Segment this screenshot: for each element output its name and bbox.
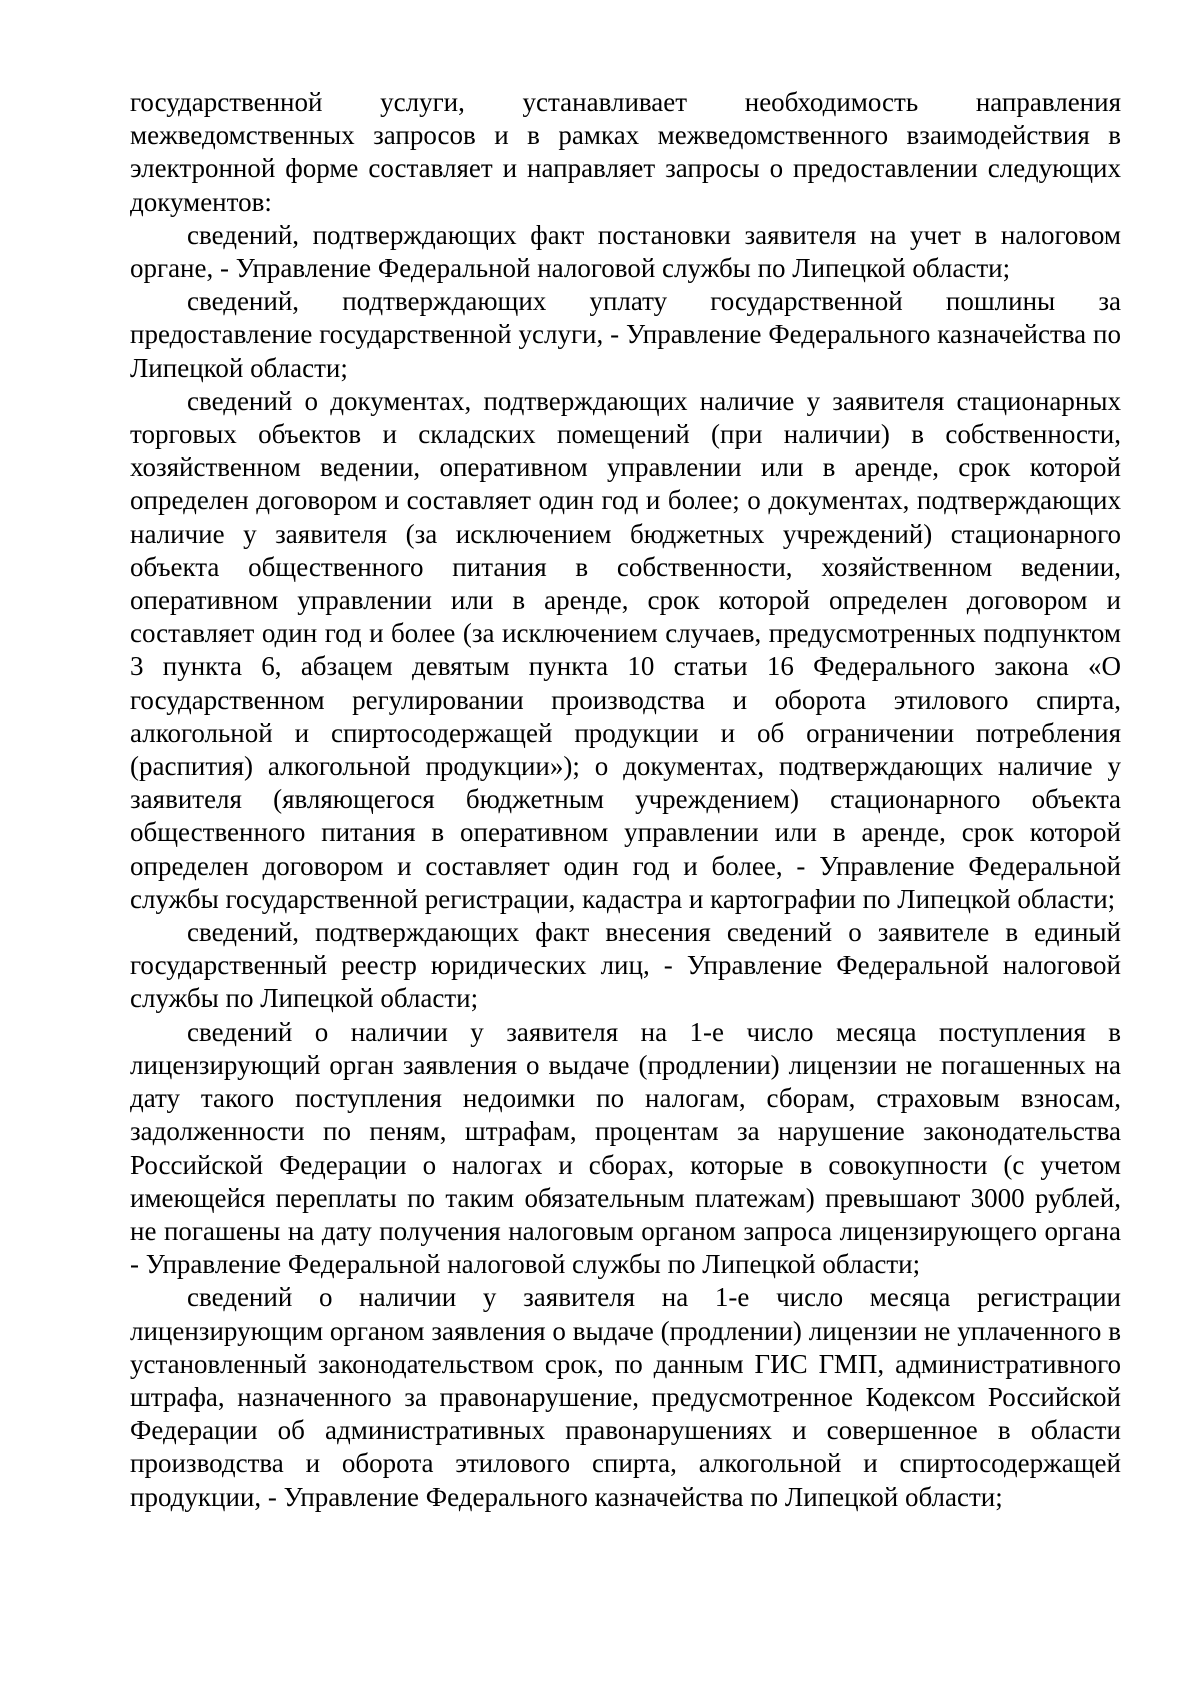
document-body <box>130 86 1121 1514</box>
paragraph-legal-entity-registry: сведений, подтверждающих факт внесения сведений о заявителе в единый государственный реестр юридических лиц, - Управление Федеральной налоговой службы по Липецкой области; <box>130 917 1121 1014</box>
paragraph-tax-registration: сведений, подтверждающих факт постановки заявителя на учет в налоговом органе, - Управление Федеральной налоговой службы по Липецкой области; <box>130 219 1121 284</box>
paragraph-state-duty: сведений, подтверждающих уплату государственной пошлины за предоставление государственной услуги, - Управление Федерального казначейства по Липецкой области; <box>130 286 1121 383</box>
paragraph-intro: государственной услуги, устанавливает необходимость направления межведомственных запросов и в рамках межведомственного взаимодействия в электронной форме составляет и направляет запросы о предоставлении следующих документов: <box>130 87 1121 217</box>
paragraph-tax-arrears: сведений о наличии у заявителя на 1-е число месяца поступления в лицензирующий орган заявления о выдаче (продлении) лицензии не погашенных на дату такого поступления недоимки по налогам, сборам, страховым взносам, задолженности по пеням, штрафам, процентам за нарушение законодательства Российской Федерации о налогах и сборах, которые в совокупности (с учетом имеющейся переплаты по таким обязательным платежам) превышают 3000 рублей, не погашены на дату получения налоговым органом запроса лицензирующего органа - Управление Федеральной налоговой службы по Липецкой области; <box>130 1016 1121 1280</box>
paragraph-premises-documents: сведений о документах, подтверждающих наличие у заявителя стационарных торговых объектов и складских помещений (при наличии) в собственности, хозяйственном ведении, оперативном управлении или в аренде, срок которой определен договором и составляет один год и более; о документах, подтверждающих наличие у заявителя (за исключением бюджетных учреждений) стационарного объекта общественного питания в собственности, хозяйственном ведении, оперативном управлении или в аренде, срок которой определен договором и составляет один год и более (за исключением случаев, предусмотренных подпунктом 3 пункта 6, абзацем девятым пункта 10 статьи 16 Федерального закона «О государственном регулировании производства и оборота этилового спирта, алкогольной и спиртосодержащей продукции и об ограничении потребления (распития) алкогольной продукции»); о документах, подтверждающих наличие у заявителя (являющегося бюджетным учреждением) стационарного объекта общественного питания в оперативном управлении или в аренде, срок которой определен договором и составляет один год и более, - Управление Федеральной службы государственной регистрации, кадастра и картографии по Липецкой области; <box>130 385 1121 914</box>
paragraph-administrative-fine: сведений о наличии у заявителя на 1-е число месяца регистрации лицензирующим органом заявления о выдаче (продлении) лицензии не уплаченного в установленный законодательством срок, по данным ГИС ГМП, административного штрафа, назначенного за правонарушение, предусмотренное Кодексом Российской Федерации об административных правонарушениях и совершенное в области производства и оборота этилового спирта, алкогольной и спиртосодержащей продукции, - Управление Федерального казначейства по Липецкой области; <box>130 1282 1121 1512</box>
